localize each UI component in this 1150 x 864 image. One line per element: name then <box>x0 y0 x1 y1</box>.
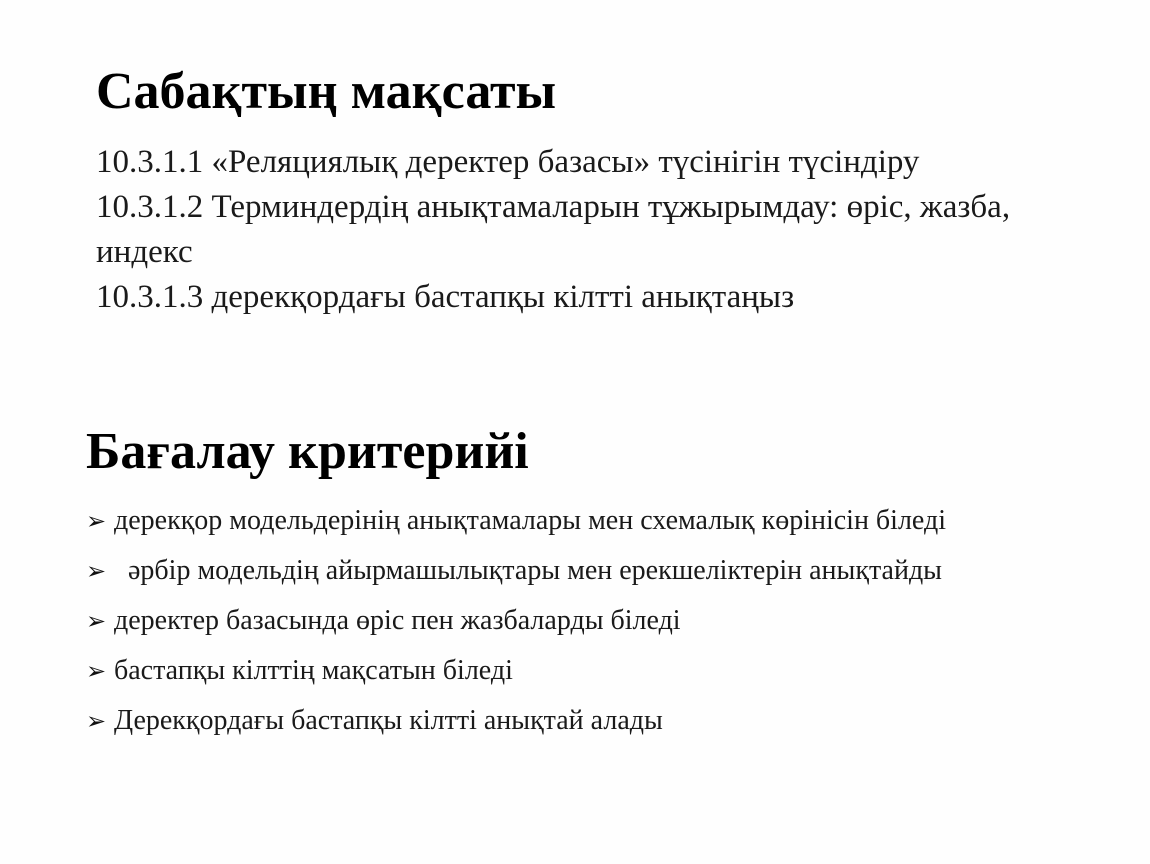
criteria-item-text: Дерекқордағы бастапқы кілтті анықтай алады <box>114 705 663 736</box>
criteria-item-text: бастапқы кілттің мақсатын біледі <box>114 655 513 686</box>
goal-item: 10.3.1.2 Терминдердің анықтамаларын тұжырымдау: өріс, жазба, индекс <box>96 189 1011 270</box>
goals-list <box>96 140 1096 320</box>
criteria-item <box>86 496 1126 546</box>
criteria-item <box>86 596 1126 646</box>
criteria-item-text: дерекқор модельдерінің анықтамалары мен схемалық көрінісін біледі <box>114 505 947 536</box>
criteria-item-text: әрбір модельдің айырмашылықтары мен ерекшеліктерін анықтайды <box>128 555 942 586</box>
criteria-item <box>86 646 1126 696</box>
criteria-list <box>86 496 1126 746</box>
criteria-item-text: деректер базасында өріс пен жазбаларды біледі <box>114 605 681 636</box>
arrow-bullet-icon: ➢ <box>86 557 107 585</box>
goals-title: Сабақтың мақсаты <box>96 63 557 120</box>
goal-item: 10.3.1.3 дерекқордағы бастапқы кілтті анықтаңыз <box>96 279 795 315</box>
criteria-item <box>86 546 1126 596</box>
criteria-title: Бағалау критерийі <box>86 423 529 480</box>
arrow-bullet-icon: ➢ <box>86 507 107 535</box>
criteria-item <box>86 696 1126 746</box>
arrow-bullet-icon: ➢ <box>86 607 107 635</box>
goal-item: 10.3.1.1 «Реляциялық деректер базасы» түсінігін түсіндіру <box>96 144 920 180</box>
arrow-bullet-icon: ➢ <box>86 707 107 735</box>
arrow-bullet-icon: ➢ <box>86 657 107 685</box>
